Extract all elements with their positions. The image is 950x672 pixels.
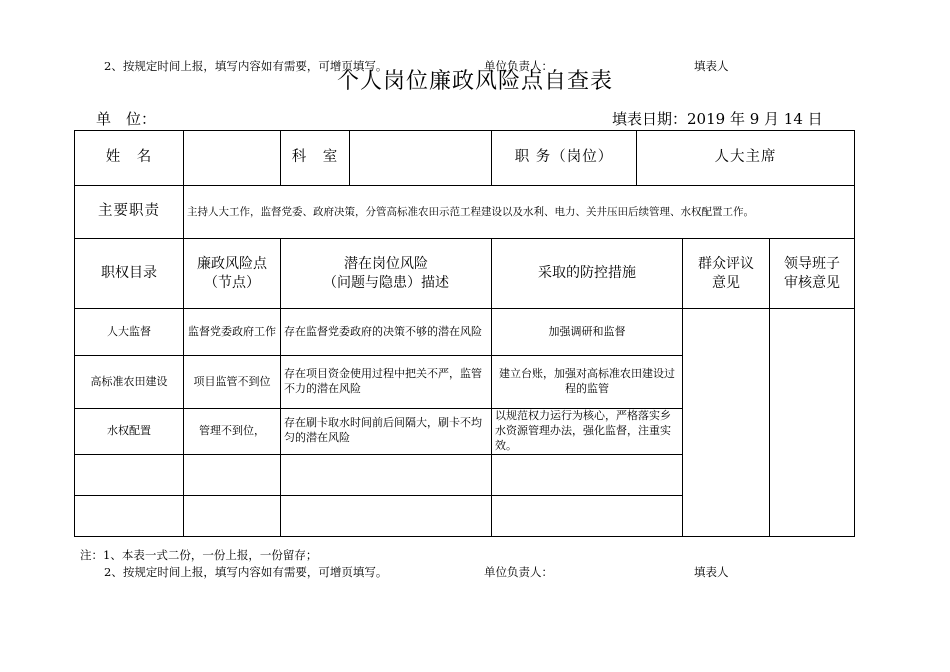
row-desc[interactable]: 存在刷卡取水时间前后间隔大，刷卡不均匀的潜在风险 xyxy=(281,409,492,455)
row-point[interactable]: 监督党委政府工作 xyxy=(184,309,281,356)
footer-note-2: 2、按规定时间上报，填写内容如有需要，可增页填写。 xyxy=(104,565,388,579)
header-measures: 采取的防控措施 xyxy=(492,239,683,309)
header-power: 职权目录 xyxy=(75,239,184,309)
row-power[interactable]: 人大监督 xyxy=(75,309,184,356)
footer-unit-leader: 单位负责人： xyxy=(484,565,553,579)
row-point[interactable]: 管理不到位， xyxy=(184,409,281,455)
public-opinion-cell[interactable] xyxy=(683,309,770,537)
duties-label: 主要职责 xyxy=(75,186,184,239)
row-measure[interactable] xyxy=(492,495,683,536)
row-desc[interactable]: 存在监督党委政府的决策不够的潜在风险 xyxy=(281,309,492,356)
position-value[interactable]: 人大主席 xyxy=(637,131,855,186)
row-measure[interactable] xyxy=(492,454,683,495)
top-note-unit-leader: 单位负责人： xyxy=(484,59,553,73)
row-power[interactable] xyxy=(75,495,184,536)
row-point[interactable] xyxy=(184,495,281,536)
row-power[interactable]: 高标准农田建设 xyxy=(75,356,184,409)
footer-note-1: 注：1、本表一式二份，一份上报，一份留存； xyxy=(80,548,318,562)
header-row xyxy=(75,239,855,309)
dept-label: 科 室 xyxy=(281,131,350,186)
name-value[interactable] xyxy=(184,131,281,186)
info-row xyxy=(75,131,855,186)
row-measure[interactable]: 建立台账，加强对高标准农田建设过程的监管 xyxy=(492,356,683,409)
row-desc[interactable] xyxy=(281,454,492,495)
top-note-line: 2、按规定时间上报，填写内容如有需要，可增页填写。 xyxy=(104,59,388,73)
dept-value[interactable] xyxy=(350,131,492,186)
header-risk-point: 廉政风险点 （节点） xyxy=(184,239,281,309)
row-point[interactable] xyxy=(184,454,281,495)
duties-value[interactable]: 主持人大工作，监督党委、政府决策，分管高标准农田示范工程建设以及水利、电力、关井压田后续管理、水权配置工作。 xyxy=(184,186,855,239)
unit-label: 单 位： xyxy=(96,110,157,128)
footer-filler: 填表人 xyxy=(694,565,729,579)
header-public-opinion: 群众评议 意见 xyxy=(683,239,770,309)
date-label: 填表日期：2019 年 9 月 14 日 xyxy=(612,110,823,128)
page-title: 个人岗位廉政风险点自查表 xyxy=(336,69,613,94)
table-row xyxy=(75,309,855,356)
self-check-table xyxy=(74,130,855,537)
row-point[interactable]: 项目监管不到位 xyxy=(184,356,281,409)
row-measure[interactable]: 加强调研和监督 xyxy=(492,309,683,356)
row-power[interactable] xyxy=(75,454,184,495)
row-desc[interactable] xyxy=(281,495,492,536)
top-note-filler: 填表人 xyxy=(694,59,729,73)
leader-opinion-cell[interactable] xyxy=(770,309,855,537)
duties-row xyxy=(75,186,855,239)
position-label: 职 务（岗位） xyxy=(492,131,637,186)
row-measure[interactable]: 以规范权力运行为核心，严格落实乡水资源管理办法，强化监督，注重实效。 xyxy=(492,409,683,455)
row-power[interactable]: 水权配置 xyxy=(75,409,184,455)
header-leader-opinion: 领导班子 审核意见 xyxy=(770,239,855,309)
row-desc[interactable]: 存在项目资金使用过程中把关不严，监管不力的潜在风险 xyxy=(281,356,492,409)
name-label: 姓 名 xyxy=(75,131,184,186)
header-risk-desc: 潜在岗位风险 （问题与隐患）描述 xyxy=(281,239,492,309)
